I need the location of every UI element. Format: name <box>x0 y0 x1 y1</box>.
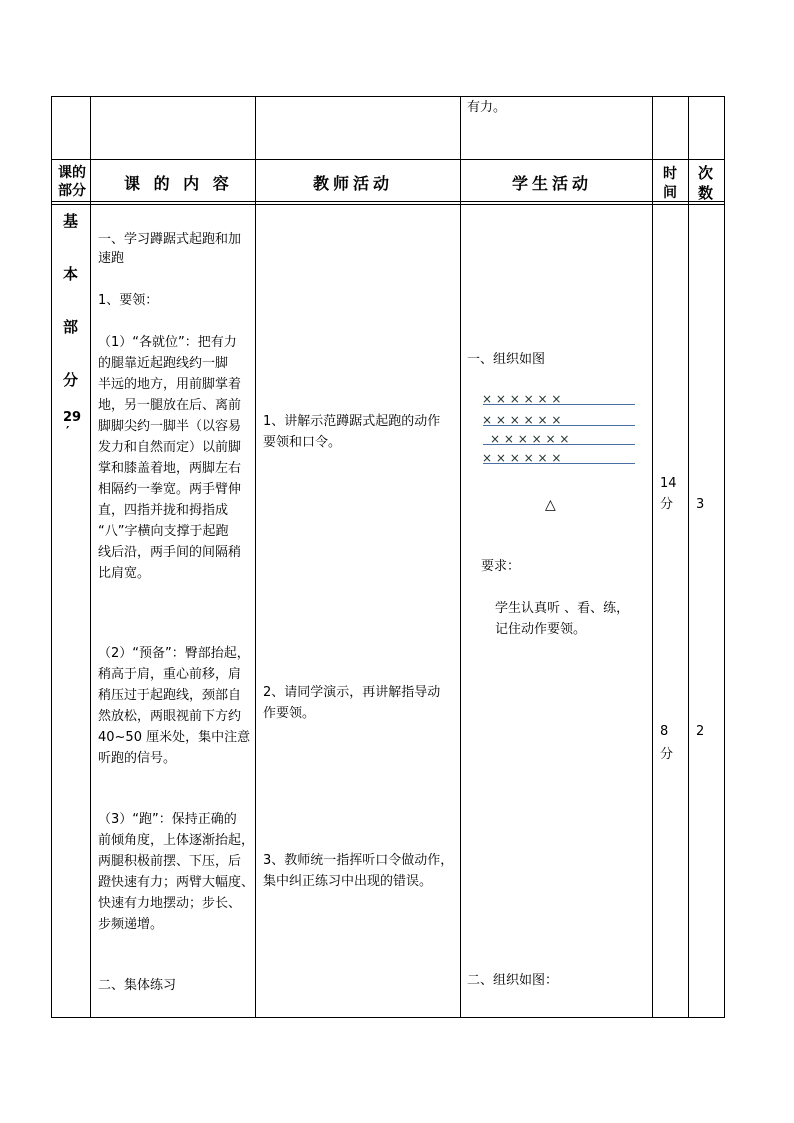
content-para1-line: “八”字横向支撑于起跑 <box>98 524 229 539</box>
section-minutes: 29 <box>63 410 82 425</box>
formation-row: × × × × × × <box>490 432 570 446</box>
section-minute-mark: ′ <box>66 425 70 440</box>
content-para2-line: 听跑的信号。 <box>98 751 177 766</box>
student-req-line1: 学生认真听 、看、练， <box>495 601 630 616</box>
content-para1-line: 发力和自然而定）以前脚 <box>98 440 242 455</box>
student-org1: 一、组织如图 <box>467 352 546 367</box>
content-part2: 二、集体练习 <box>98 978 177 993</box>
content-para1-line: 脚脚尖约一脚半（以容易 <box>98 419 242 434</box>
header-count-line1: 次 <box>698 164 714 182</box>
content-point-label: 1、要领： <box>98 293 159 308</box>
header-time-line1: 时 <box>663 166 677 182</box>
teacher-item3-line2: 集中纠正练习中出现的错误。 <box>263 874 433 889</box>
content-para3-line: （3）“跑”：保持正确的 <box>98 812 237 827</box>
time-2-value: 8 <box>660 724 669 739</box>
header-time-line2: 间 <box>663 185 677 201</box>
content-para3-line: 快速有力地摆动；步长、 <box>98 896 242 911</box>
student-req-line2: 记住动作要领。 <box>495 622 587 637</box>
table-border-header-bottom <box>51 201 725 202</box>
section-char-2: 本 <box>63 265 79 283</box>
col-line-6 <box>724 96 725 1018</box>
content-para3-line: 两腿积极前摆、下压，后 <box>98 854 242 869</box>
header-section-line2: 部分 <box>58 183 86 199</box>
formation-diagram <box>480 392 645 472</box>
formation-row: × × × × × × <box>482 413 562 427</box>
student-req-label: 要求： <box>481 559 521 574</box>
content-para1-line: （1）“各就位”：把有力 <box>98 335 237 350</box>
teacher-item1-line1: 1、讲解示范蹲踞式起跑的动作 <box>263 414 441 429</box>
time-1-value: 14 <box>660 476 677 491</box>
formation-row: × × × × × × <box>482 392 562 406</box>
student-org2: 二、组织如图： <box>467 973 559 988</box>
content-para3-line: 蹬快速有力；两臂大幅度、 <box>98 875 255 890</box>
teacher-item2-line2: 作要领。 <box>263 706 316 721</box>
teacher-item3-line1: 3、教师统一指挥听口令做动作， <box>263 853 454 868</box>
table-border-header-bottom-2 <box>51 204 725 205</box>
section-char-4: 分 <box>63 371 79 389</box>
header-student: 学生活动 <box>512 174 593 193</box>
teacher-item2-line1: 2、请同学演示，再讲解指导动 <box>263 685 441 700</box>
header-section-line1: 课的 <box>58 165 86 181</box>
content-para1-line: 比肩宽。 <box>98 566 151 581</box>
section-char-1: 基 <box>63 212 79 230</box>
time-2-unit: 分 <box>660 747 674 762</box>
table-border-bottom <box>51 1017 725 1018</box>
section-char-3: 部 <box>63 318 79 336</box>
header-content: 课 的 内 容 <box>124 174 233 193</box>
top-row-student-text: 有力。 <box>467 100 507 115</box>
table-border-header-top <box>51 159 725 160</box>
content-para1-line: 直，四指并拢和拇指成 <box>98 503 229 518</box>
content-para3-line: 步频递增。 <box>98 917 164 932</box>
col-line-2 <box>255 96 256 1018</box>
content-para2-line: 稍压过于起跑线，颈部自 <box>98 688 242 703</box>
content-para2-line: （2）“预备”：臀部抬起， <box>98 646 250 661</box>
content-title-line2: 速跑 <box>98 251 125 266</box>
content-para1-line: 掌和膝盖着地，两脚左右 <box>98 461 242 476</box>
formation-row: × × × × × × <box>482 451 562 465</box>
col-line-0 <box>51 96 52 1018</box>
count-2: 2 <box>696 724 705 739</box>
content-para1-line: 半远的地方，用前脚掌着 <box>98 377 242 392</box>
col-line-4 <box>652 96 653 1018</box>
header-teacher: 教师活动 <box>313 174 394 193</box>
header-count-line2: 数 <box>698 184 714 202</box>
col-line-1 <box>90 96 91 1018</box>
col-line-3 <box>460 96 461 1018</box>
teacher-position-symbol: △ <box>545 497 556 513</box>
time-1-unit: 分 <box>660 497 674 512</box>
content-para2-line: 然放松，两眼视前下方约 <box>98 709 242 724</box>
col-line-5 <box>688 96 689 1018</box>
content-title-line1: 一、学习蹲踞式起跑和加 <box>98 232 242 247</box>
content-para1-line: 线后沿，两手间的间隔稍 <box>98 545 242 560</box>
teacher-item1-line2: 要领和口令。 <box>263 435 342 450</box>
table-border-top <box>51 96 725 97</box>
content-para2-line: 40~50 厘米处，集中注意 <box>98 730 251 745</box>
content-para1-line: 的腿靠近起跑线约一脚 <box>98 356 229 371</box>
count-1: 3 <box>696 497 705 512</box>
content-para3-line: 前倾角度，上体逐渐抬起， <box>98 833 255 848</box>
content-para2-line: 稍高于肩，重心前移，肩 <box>98 667 242 682</box>
content-para1-line: 地，另一腿放在后、离前 <box>98 398 242 413</box>
content-para1-line: 相隔约一拳宽。两手臂伸 <box>98 482 242 497</box>
